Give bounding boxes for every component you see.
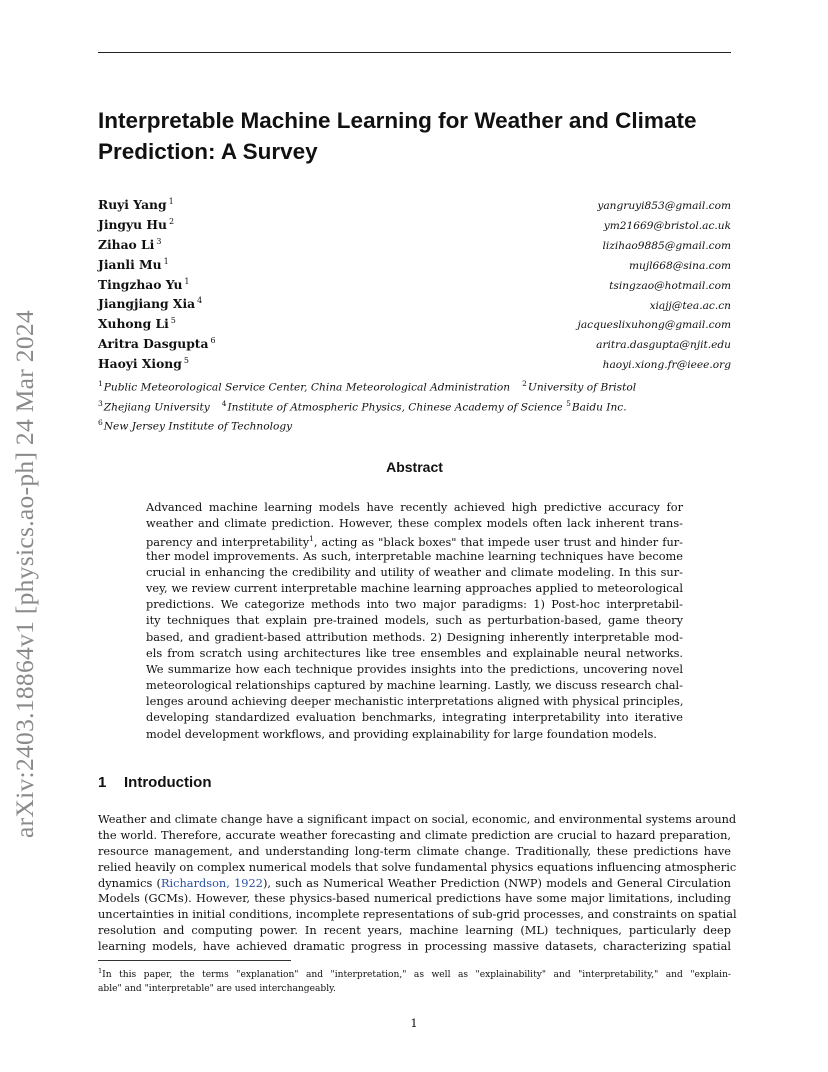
abstract-body [146, 499, 683, 742]
author-name: Aritra Dasgupta $^6$ [98, 336, 216, 352]
author-email[interactable]: haoyi.xiong.fr@ieee.org [602, 359, 731, 372]
author-name: Xuhong Li $^5$ [98, 316, 176, 332]
title-line-1: Interpretable Machine Learning for Weather and Climate [98, 108, 697, 133]
section-number: 1 [98, 774, 107, 791]
author-row [98, 197, 731, 217]
author-email[interactable]: ym21669@bristol.ac.uk [603, 219, 731, 232]
body-line: Models (GCMs). However, these physics-based numerical predictions have some major limitations, including [98, 891, 731, 906]
abstract-line: Advanced machine learning models have recently achieved high predictive accuracy for [146, 500, 683, 514]
author-name: Tingzhao Yu $^1$ [98, 276, 190, 292]
author-name: Jiangjiang Xia $^4$ [98, 296, 203, 312]
author-row [98, 237, 731, 257]
body-line: Weather and climate change have a significant impact on social, economic, and environmental systems around [98, 812, 737, 826]
author-email[interactable]: lizihao9885@gmail.com [602, 239, 731, 252]
affiliation-line: $^3$Zhejiang University $^4$Institute of Atmospheric Physics, Chinese Academy of Science $^5$Baidu Inc. [98, 398, 627, 414]
author-row [98, 356, 731, 376]
affiliation-line: $^6$New Jersey Institute of Technology [98, 418, 293, 433]
author-email[interactable]: jacqueslixuhong@gmail.com [577, 319, 731, 332]
author-name: Zihao Li $^3$ [98, 236, 162, 252]
abstract-heading: Abstract [386, 459, 443, 475]
abstract-line: parency and interpretability$^1$, acting as "black boxes" that impede user trust and hinder fur- [146, 534, 683, 550]
abstract-line: ity techniques that explain pre-trained models, such as perturbation-based, game theory [146, 613, 683, 628]
section-heading-introduction [98, 774, 211, 791]
footnote-line: $^1$In this paper, the terms "explanation" and "interpretation," as well as "explainability" and "interpretability," and "explain- [98, 967, 731, 981]
author-email[interactable]: tsingzao@hotmail.com [609, 279, 731, 292]
abstract-line: els from scratch using architectures like tree ensembles and explainable neural networks. [146, 645, 683, 660]
body-line: uncertainties in initial conditions, incomplete representations of sub-grid processes, and constraints on spatial [98, 907, 737, 922]
title-line-2: Prediction: A Survey [98, 139, 318, 164]
section-title: Introduction [124, 774, 212, 791]
author-name: Haoyi Xiong $^5$ [98, 356, 189, 372]
footnote-rule [98, 960, 291, 961]
header-rule [98, 52, 731, 53]
author-row [98, 277, 731, 297]
abstract-line: weather and climate prediction. However, these complex models often lack inherent trans- [146, 516, 683, 531]
body-line: relied heavily on complex numerical models that solve fundamental physics equations influencing atmospheric [98, 859, 737, 874]
author-email[interactable]: xiajj@tea.ac.cn [649, 299, 731, 312]
abstract-line: model development workflows, and providing explainability for large foundation models. [146, 726, 657, 741]
author-email[interactable]: aritra.dasgupta@njit.edu [596, 339, 731, 352]
abstract-line: We summarize how each technique provides insights into the predictions, uncovering novel [146, 661, 683, 676]
arxiv-identifier[interactable]: arXiv:2403.18864v1 [physics.ao-ph] 24 Mar 2024 [10, 310, 39, 838]
author-row [98, 257, 731, 277]
body-line: the world. Therefore, accurate weather forecasting and climate prediction are crucial to hazard preparation, [98, 827, 731, 842]
abstract-line: developing standardized evaluation benchmarks, integrating interpretability into iterative [146, 710, 683, 725]
footnote-number: 1 [98, 967, 103, 975]
abstract-line: vey, we review current interpretable machine learning approaches applied to meteorological [146, 580, 683, 595]
author-name: Ruyi Yang $^1$ [98, 197, 174, 213]
abstract-line: ther model improvements. As such, interpretable machine learning techniques have become [146, 548, 683, 563]
author-email[interactable]: mujl668@sina.com [628, 259, 731, 272]
author-row [98, 217, 731, 237]
author-name: Jingyu Hu $^2$ [98, 216, 175, 232]
footnote-marker[interactable]: 1 [309, 534, 314, 544]
citation-link[interactable]: Richardson, 1922 [160, 875, 263, 890]
body-line: resolution and computing power. In recent years, machine learning (ML) techniques, particularly deep [98, 923, 731, 938]
affiliation-line: $^1$Public Meteorological Service Center, China Meteorological Administration $^2$University of Bristol [98, 379, 637, 394]
body-line: learning models, have achieved dramatic progress in processing massive datasets, characterizing spatial [98, 939, 731, 954]
author-row [98, 296, 731, 316]
author-name: Jianli Mu $^1$ [98, 256, 169, 272]
author-row [98, 336, 731, 356]
page-number: 1 [410, 1016, 418, 1030]
abstract-line: predictions. We categorize methods into two major paradigms: 1) Post-hoc interpretabil- [146, 597, 683, 612]
author-row [98, 316, 731, 336]
abstract-line: based, and gradient-based attribution methods. 2) Designing inherently interpretable mod- [146, 629, 683, 644]
abstract-line: lenges around achieving deeper mechanistic interpretations aligned with physical principles, [146, 694, 684, 709]
introduction-body [98, 812, 737, 955]
footnote [98, 965, 731, 996]
body-line: resource management, and understanding long-term climate change. Traditionally, these predictions have [98, 843, 731, 858]
abstract-line: crucial in enhancing the credibility and utility of weather and climate modeling. In this sur- [146, 564, 683, 579]
author-list [98, 197, 731, 376]
footnote-line: able" and "interpretable" are used interchangeably. [98, 983, 336, 994]
author-email[interactable]: yangruyi853@gmail.com [597, 200, 731, 213]
abstract-line: meteorological relationships captured by machine learning. Lastly, we discuss research chal- [146, 678, 683, 693]
body-line: dynamics (Richardson, 1922), such as Numerical Weather Prediction (NWP) models and General Circulation [98, 875, 731, 890]
affiliations [98, 376, 738, 435]
paper-title [98, 105, 738, 167]
